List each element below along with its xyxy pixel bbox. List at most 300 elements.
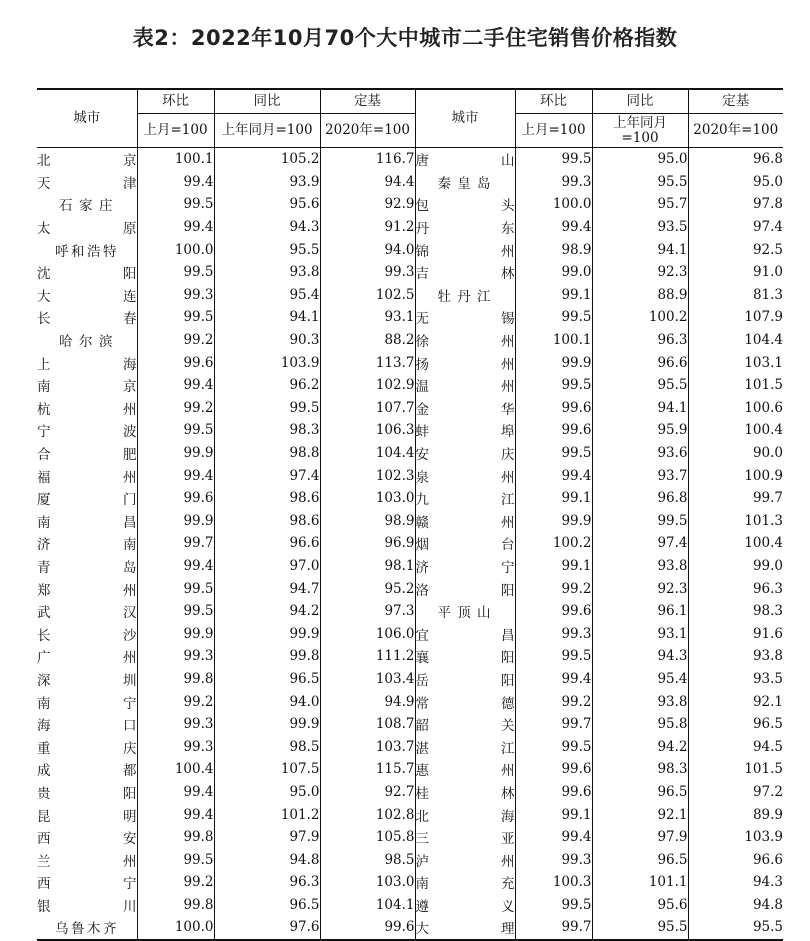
mom-cell-right: 100.2 [515,532,592,555]
city-cell-right: 泉州 [415,464,515,487]
table-row [37,148,783,171]
city-cell-right: 徐州 [415,329,515,352]
yoy-cell-right: 93.5 [592,216,688,239]
city-cell-right: 宜昌 [415,622,515,645]
mom-cell-left: 99.4 [137,374,214,397]
city-cell-right: 秦皇岛 [415,171,515,194]
city-cell-right: 岳阳 [415,668,515,691]
fixed-cell-left: 98.1 [320,555,415,578]
fixed-cell-left: 93.1 [320,306,415,329]
table-header [37,89,783,148]
mom-cell-right: 99.6 [515,781,592,804]
yoy-cell-left: 95.5 [214,238,320,261]
fixed-cell-right: 104.4 [744,332,783,349]
city-cell-right: 湛江 [415,735,515,758]
yoy-cell-left: 98.5 [214,735,320,758]
mom-cell-left: 99.4 [137,803,214,826]
yoy-cell-left: 94.7 [214,577,320,600]
fixed-base-left: 2020年=100 [320,114,415,148]
city-cell-left: 贵阳 [37,781,137,804]
mom-cell-left: 99.2 [137,329,214,352]
yoy-cell-left: 99.9 [214,713,320,736]
fixed-cell-right: 94.3 [752,874,783,891]
yoy-cell-left: 97.4 [214,464,320,487]
mom-header-left: 环比 [137,89,214,114]
city-header-right: 城市 [415,89,515,148]
yoy-cell-right: 93.7 [592,464,688,487]
yoy-base-left: 上年同月=100 [214,114,320,148]
yoy-cell-left: 98.6 [214,510,320,533]
fixed-cell-left: 102.3 [320,464,415,487]
city-cell-left: 成都 [37,758,137,781]
fixed-cell-right: 103.9 [744,829,783,846]
yoy-cell-right: 95.7 [592,193,688,216]
yoy-cell-right: 96.8 [592,487,688,510]
mom-cell-right: 99.0 [515,261,592,284]
city-header-left: 城市 [37,89,137,148]
table-row [37,351,783,374]
yoy-cell-right: 95.5 [592,916,688,940]
table-row [37,419,783,442]
mom-cell-left: 99.9 [137,442,214,465]
mom-cell-right: 99.5 [515,894,592,917]
table-row [37,193,783,216]
mom-cell-right: 99.6 [515,600,592,623]
yoy-cell-left: 107.5 [214,758,320,781]
fixed-cell-left: 92.9 [320,193,415,216]
fixed-cell-right: 96.5 [752,716,783,733]
city-cell-right: 赣州 [415,510,515,533]
fixed-cell-right: 97.4 [752,219,783,236]
city-cell-left: 福州 [37,464,137,487]
mom-cell-left: 100.0 [137,238,214,261]
yoy-cell-left: 94.3 [214,216,320,239]
fixed-cell-right: 97.2 [752,783,783,800]
fixed-cell-left: 94.9 [320,690,415,713]
city-cell-right: 惠州 [415,758,515,781]
fixed-cell-left: 96.9 [320,532,415,555]
yoy-cell-left: 94.0 [214,690,320,713]
city-cell-right: 牡丹江 [415,284,515,307]
yoy-cell-left: 95.0 [214,781,320,804]
fixed-cell-left: 104.4 [320,442,415,465]
city-cell-left: 合肥 [37,442,137,465]
yoy-cell-left: 99.8 [214,645,320,668]
city-cell-left: 西安 [37,826,137,849]
city-cell-right: 南充 [415,871,515,894]
mom-cell-right: 99.1 [515,803,592,826]
fixed-cell-left: 107.7 [320,397,415,420]
mom-cell-right: 99.1 [515,284,592,307]
city-cell-right: 大理 [415,916,515,940]
city-cell-right: 温州 [415,374,515,397]
yoy-cell-right: 93.8 [592,555,688,578]
yoy-cell-left: 101.2 [214,803,320,826]
yoy-cell-right: 99.5 [592,510,688,533]
fixed-cell-left: 97.3 [320,600,415,623]
yoy-cell-left: 95.4 [214,284,320,307]
table-row [37,555,783,578]
table-row [37,803,783,826]
mom-cell-right: 99.5 [515,442,592,465]
city-cell-right: 无锡 [415,306,515,329]
yoy-cell-right: 92.1 [592,803,688,826]
fixed-cell-left: 102.9 [320,374,415,397]
yoy-cell-left: 98.6 [214,487,320,510]
mom-cell-left: 99.9 [137,510,214,533]
yoy-cell-right: 95.4 [592,668,688,691]
mom-cell-right: 99.5 [515,148,592,171]
mom-cell-right: 98.9 [515,238,592,261]
yoy-cell-right: 93.1 [592,622,688,645]
yoy-cell-left: 98.8 [214,442,320,465]
table-row [37,848,783,871]
city-cell-right: 常德 [415,690,515,713]
yoy-cell-left: 98.3 [214,419,320,442]
fixed-cell-right: 100.6 [744,399,783,416]
city-cell-left: 北京 [37,148,137,171]
yoy-cell-left: 96.6 [214,532,320,555]
yoy-cell-right: 95.8 [592,713,688,736]
yoy-cell-right: 94.2 [592,735,688,758]
mom-cell-left: 99.5 [137,600,214,623]
city-cell-right: 吉林 [415,261,515,284]
fixed-cell-right: 94.5 [752,738,783,755]
yoy-cell-right: 88.9 [592,284,688,307]
mom-cell-left: 99.2 [137,690,214,713]
fixed-cell-right: 107.9 [744,309,783,326]
mom-cell-left: 99.3 [137,645,214,668]
fixed-cell-left: 98.5 [320,848,415,871]
city-cell-right: 桂林 [415,781,515,804]
mom-cell-right: 99.5 [515,645,592,668]
city-cell-left: 广州 [37,645,137,668]
mom-cell-left: 99.9 [137,622,214,645]
mom-cell-right: 99.4 [515,464,592,487]
city-cell-left: 宁波 [37,419,137,442]
city-cell-left: 杭州 [37,397,137,420]
city-cell-left: 武汉 [37,600,137,623]
fixed-cell-left: 103.7 [320,735,415,758]
yoy-cell-left: 93.9 [214,171,320,194]
yoy-cell-right: 95.0 [592,148,688,171]
yoy-header-right: 同比 [592,89,688,114]
table-row [37,871,783,894]
mom-cell-left: 99.5 [137,848,214,871]
yoy-cell-left: 96.5 [214,894,320,917]
fixed-header-right: 定基 [688,89,783,114]
city-cell-left: 呼和浩特 [37,238,137,261]
mom-cell-left: 100.4 [137,758,214,781]
yoy-cell-left: 99.9 [214,622,320,645]
mom-cell-left: 99.4 [137,171,214,194]
yoy-cell-right: 96.3 [592,329,688,352]
city-cell-left: 济南 [37,532,137,555]
fixed-cell-right: 89.9 [752,806,783,823]
city-cell-right: 金华 [415,397,515,420]
table-row [37,329,783,352]
fixed-cell-left: 106.3 [320,419,415,442]
table-row [37,600,783,623]
city-cell-right: 丹东 [415,216,515,239]
mom-cell-right: 99.4 [515,826,592,849]
fixed-cell-right: 91.0 [752,264,783,281]
fixed-cell-right: 98.3 [752,603,783,620]
city-cell-right: 襄阳 [415,645,515,668]
table-row [37,532,783,555]
yoy-cell-right: 95.5 [592,374,688,397]
city-cell-right: 九江 [415,487,515,510]
table-row [37,464,783,487]
mom-cell-right: 99.5 [515,306,592,329]
fixed-cell-right: 90.0 [752,445,783,462]
mom-cell-right: 99.6 [515,397,592,420]
table-row [37,261,783,284]
mom-cell-right: 99.3 [515,622,592,645]
city-cell-left: 长春 [37,306,137,329]
city-cell-left: 郑州 [37,577,137,600]
table-row [37,668,783,691]
mom-header-right: 环比 [515,89,592,114]
city-cell-right: 包头 [415,193,515,216]
mom-cell-left: 99.8 [137,894,214,917]
table-row [37,171,783,194]
mom-cell-left: 99.2 [137,871,214,894]
city-cell-right: 烟台 [415,532,515,555]
city-cell-left: 太原 [37,216,137,239]
yoy-cell-left: 96.2 [214,374,320,397]
city-cell-left: 天津 [37,171,137,194]
fixed-cell-right: 99.7 [752,490,783,507]
fixed-cell-right: 93.5 [752,670,783,687]
fixed-cell-left: 108.7 [320,713,415,736]
city-cell-right: 泸州 [415,848,515,871]
fixed-cell-right: 100.4 [744,535,783,552]
yoy-cell-left: 105.2 [214,148,320,171]
fixed-cell-right: 96.3 [752,580,783,597]
fixed-cell-right: 91.6 [752,625,783,642]
yoy-cell-right: 98.3 [592,758,688,781]
mom-cell-right: 99.1 [515,555,592,578]
mom-cell-left: 99.4 [137,464,214,487]
fixed-cell-right: 96.6 [752,851,783,868]
yoy-base-right: 上年同月 =100 [592,114,688,148]
city-cell-left: 重庆 [37,735,137,758]
fixed-cell-left: 95.2 [320,577,415,600]
table-row [37,510,783,533]
fixed-cell-left: 88.2 [320,329,415,352]
mom-cell-right: 99.5 [515,374,592,397]
fixed-cell-left: 105.8 [320,826,415,849]
table-row [37,690,783,713]
table-row [37,577,783,600]
fixed-cell-left: 91.2 [320,216,415,239]
fixed-cell-left: 113.7 [320,351,415,374]
mom-cell-right: 99.9 [515,510,592,533]
fixed-cell-right: 101.5 [744,761,783,778]
yoy-cell-left: 93.8 [214,261,320,284]
mom-base-left: 上月=100 [137,114,214,148]
mom-base-right: 上月=100 [515,114,592,148]
table-row [37,238,783,261]
yoy-cell-right: 96.1 [592,600,688,623]
mom-cell-left: 99.3 [137,713,214,736]
fixed-cell-right: 100.4 [744,422,783,439]
fixed-cell-left: 102.8 [320,803,415,826]
mom-cell-left: 99.4 [137,555,214,578]
table-row [37,284,783,307]
fixed-cell-left: 92.7 [320,781,415,804]
fixed-cell-right: 99.0 [752,557,783,574]
table-row [37,826,783,849]
fixed-cell-left: 111.2 [320,645,415,668]
yoy-cell-right: 96.5 [592,848,688,871]
mom-cell-left: 99.5 [137,261,214,284]
mom-cell-left: 99.3 [137,735,214,758]
city-cell-left: 长沙 [37,622,137,645]
mom-cell-left: 100.1 [137,148,214,171]
fixed-cell-left: 94.4 [320,171,415,194]
mom-cell-right: 99.3 [515,848,592,871]
fixed-cell-right: 101.3 [744,512,783,529]
city-cell-left: 厦门 [37,487,137,510]
mom-cell-right: 99.6 [515,758,592,781]
table-row [37,622,783,645]
city-cell-right: 韶关 [415,713,515,736]
mom-cell-left: 99.6 [137,487,214,510]
mom-cell-left: 99.7 [137,532,214,555]
fixed-base-right: 2020年=100 [688,114,783,148]
city-cell-left: 沈阳 [37,261,137,284]
city-cell-left: 乌鲁木齐 [37,916,137,940]
fixed-cell-left: 103.0 [320,871,415,894]
city-cell-left: 哈尔滨 [37,329,137,352]
city-cell-right: 遵义 [415,894,515,917]
yoy-cell-right: 97.4 [592,532,688,555]
fixed-cell-right: 101.5 [744,377,783,394]
table-row [37,645,783,668]
mom-cell-right: 99.6 [515,419,592,442]
yoy-cell-right: 95.6 [592,894,688,917]
mom-cell-right: 99.4 [515,216,592,239]
yoy-cell-left: 90.3 [214,329,320,352]
fixed-cell-right: 100.9 [744,467,783,484]
fixed-cell-left: 116.7 [320,148,415,171]
mom-cell-left: 99.4 [137,216,214,239]
yoy-cell-right: 94.1 [592,397,688,420]
yoy-cell-left: 97.9 [214,826,320,849]
city-cell-left: 海口 [37,713,137,736]
mom-cell-left: 99.5 [137,419,214,442]
yoy-cell-right: 101.1 [592,871,688,894]
yoy-cell-right: 93.8 [592,690,688,713]
table-row [37,735,783,758]
city-cell-right: 洛阳 [415,577,515,600]
yoy-cell-right: 100.2 [592,306,688,329]
fixed-cell-left: 102.5 [320,284,415,307]
table-body [37,148,783,940]
fixed-cell-left: 94.0 [320,238,415,261]
yoy-cell-right: 94.3 [592,645,688,668]
table-row [37,758,783,781]
mom-cell-left: 99.2 [137,397,214,420]
mom-cell-right: 99.3 [515,171,592,194]
fixed-cell-right: 95.0 [752,173,783,190]
yoy-cell-right: 92.3 [592,577,688,600]
fixed-cell-left: 106.0 [320,622,415,645]
fixed-cell-right: 95.5 [752,919,783,936]
city-cell-left: 大连 [37,284,137,307]
fixed-cell-right: 93.8 [752,648,783,665]
yoy-cell-right: 97.9 [592,826,688,849]
fixed-cell-right: 92.5 [752,241,783,258]
mom-cell-right: 100.0 [515,193,592,216]
yoy-cell-left: 94.1 [214,306,320,329]
mom-cell-right: 99.7 [515,713,592,736]
mom-cell-right: 99.9 [515,351,592,374]
city-cell-left: 南京 [37,374,137,397]
fixed-cell-right: 96.8 [752,151,783,168]
fixed-cell-right: 81.3 [752,286,783,303]
city-cell-right: 北海 [415,803,515,826]
table-row [37,894,783,917]
mom-cell-right: 100.1 [515,329,592,352]
table-row [37,781,783,804]
fixed-cell-left: 103.0 [320,487,415,510]
mom-cell-left: 99.5 [137,577,214,600]
fixed-cell-left: 99.6 [320,916,415,940]
city-cell-left: 昆明 [37,803,137,826]
yoy-cell-right: 94.1 [592,238,688,261]
city-cell-left: 上海 [37,351,137,374]
city-cell-right: 三亚 [415,826,515,849]
yoy-cell-left: 99.5 [214,397,320,420]
yoy-cell-right: 93.6 [592,442,688,465]
yoy-header-left: 同比 [214,89,320,114]
yoy-cell-left: 96.3 [214,871,320,894]
mom-cell-right: 99.2 [515,690,592,713]
table-row [37,397,783,420]
mom-cell-right: 99.1 [515,487,592,510]
page-title: 表2：2022年10月70个大中城市二手住宅销售价格指数 [132,26,678,50]
city-cell-right: 蚌埠 [415,419,515,442]
table-row [37,713,783,736]
city-cell-left: 深圳 [37,668,137,691]
yoy-cell-right: 95.9 [592,419,688,442]
fixed-header-left: 定基 [320,89,415,114]
fixed-cell-left: 104.1 [320,894,415,917]
city-cell-left: 青岛 [37,555,137,578]
fixed-cell-left: 115.7 [320,758,415,781]
table-row [37,374,783,397]
mom-cell-left: 99.4 [137,781,214,804]
yoy-cell-left: 97.0 [214,555,320,578]
mom-cell-right: 99.7 [515,916,592,940]
mom-cell-left: 99.3 [137,284,214,307]
city-cell-left: 南昌 [37,510,137,533]
city-cell-left: 西宁 [37,871,137,894]
yoy-cell-right: 92.3 [592,261,688,284]
city-cell-left: 石家庄 [37,193,137,216]
mom-cell-left: 99.6 [137,351,214,374]
city-cell-right: 安庆 [415,442,515,465]
city-cell-right: 锦州 [415,238,515,261]
fixed-cell-right: 92.1 [752,693,783,710]
yoy-cell-right: 96.5 [592,781,688,804]
city-cell-left: 银川 [37,894,137,917]
city-cell-right: 济宁 [415,555,515,578]
yoy-cell-left: 94.8 [214,848,320,871]
